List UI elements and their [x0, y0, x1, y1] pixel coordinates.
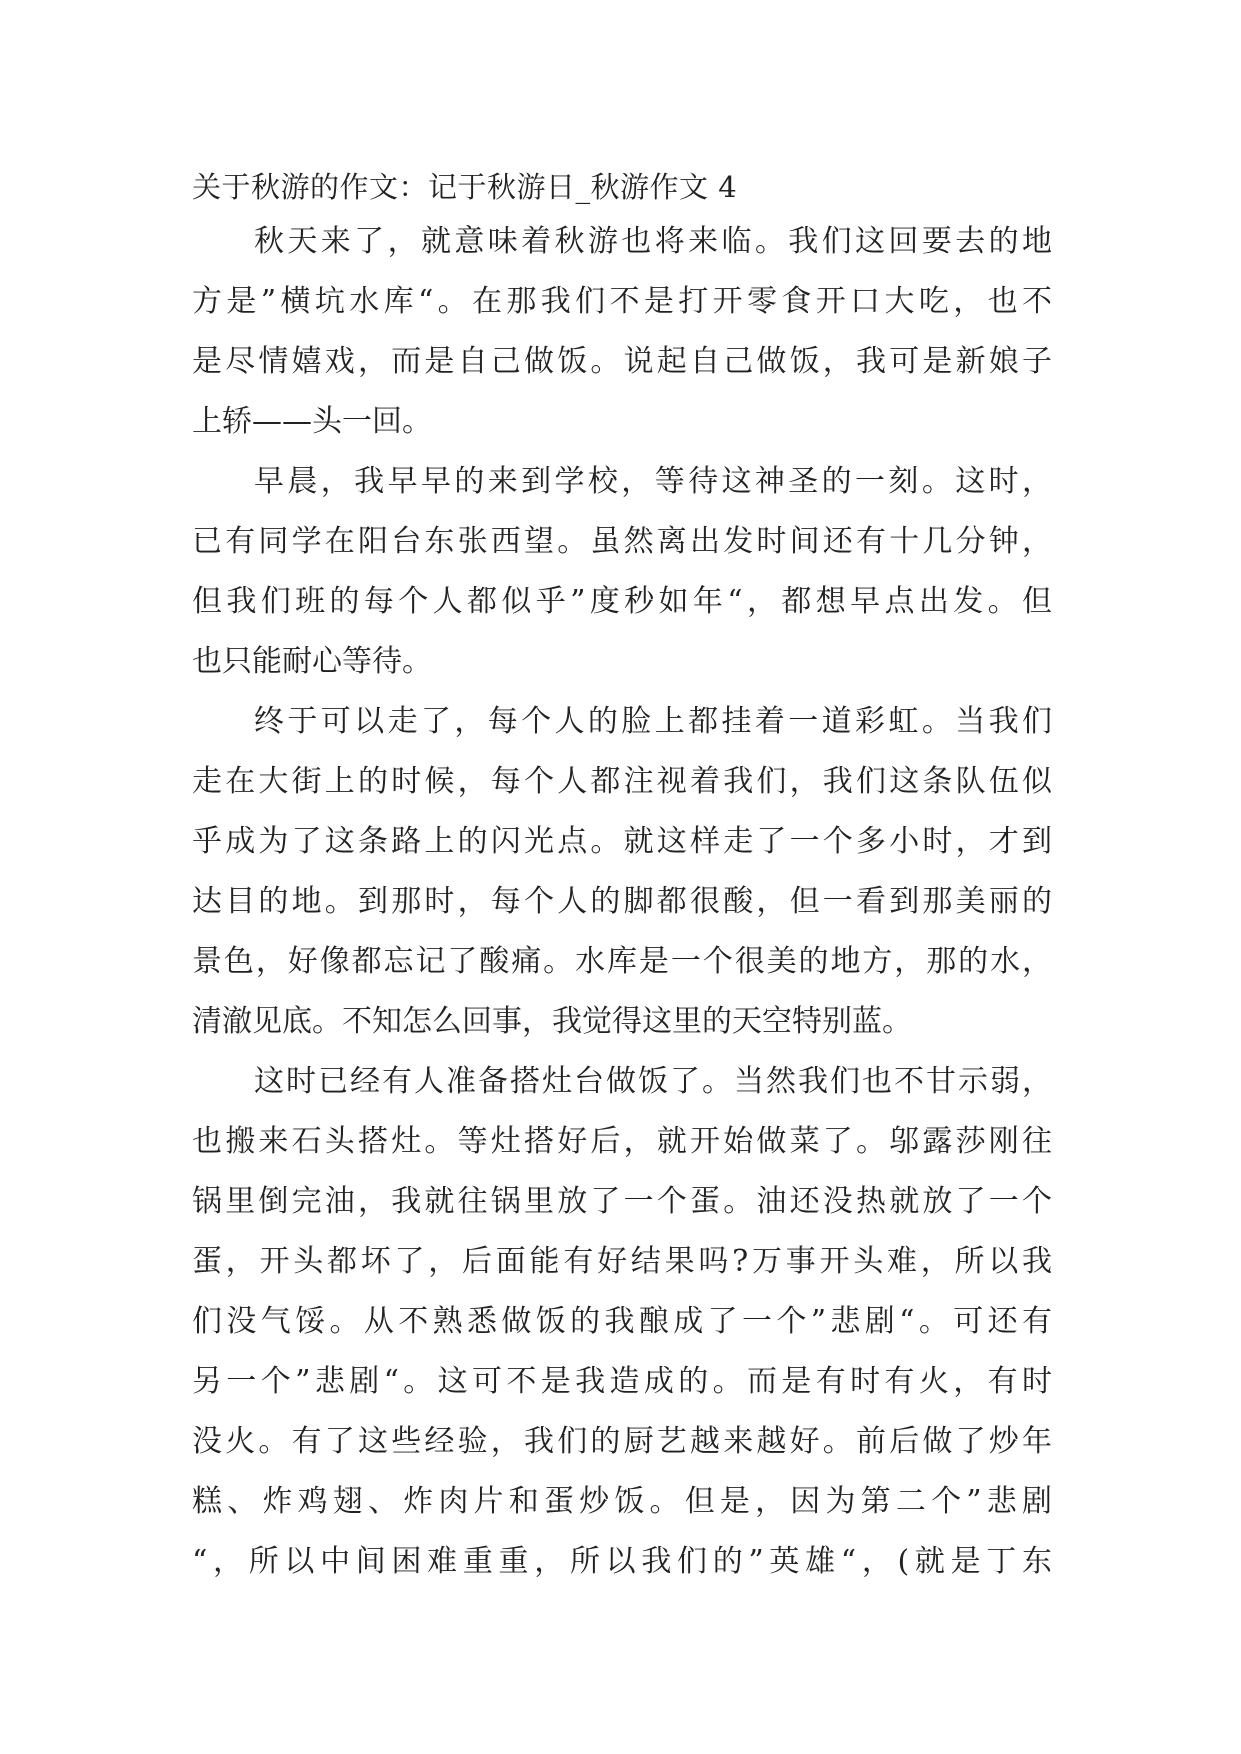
paragraph-list — [192, 212, 1052, 1592]
paragraph-line: 秋天来了，就意味着秋游也将来临。我们这回要去的地 — [254, 224, 1052, 259]
paragraph-line: 乎成为了这条路上的闪光点。就这样走了一个多小时，才到 — [192, 824, 1052, 859]
paragraph-line: 们没气馁。从不熟悉做饭的我酿成了一个”悲剧“。可还有 — [192, 1304, 1052, 1339]
paragraph-line: 终于可以走了，每个人的脸上都挂着一道彩虹。当我们 — [254, 704, 1052, 739]
paragraph-line: 达目的地。到那时，每个人的脚都很酸，但一看到那美丽的 — [192, 884, 1052, 919]
paragraph-line: 锅里倒完油，我就往锅里放了一个蛋。油还没热就放了一个 — [192, 1184, 1052, 1219]
paragraph-line: 早晨，我早早的来到学校，等待这神圣的一刻。这时， — [254, 464, 1052, 499]
paragraph-line: 是尽情嬉戏，而是自己做饭。说起自己做饭，我可是新娘子 — [192, 344, 1052, 379]
paragraph-line: 但我们班的每个人都似乎”度秒如年“，都想早点出发。但 — [192, 584, 1052, 619]
paragraph-line: 走在大街上的时候，每个人都注视着我们，我们这条队伍似 — [192, 764, 1052, 799]
paragraph-line: 蛋，开头都坏了，后面能有好结果吗?万事开头难，所以我 — [192, 1244, 1052, 1279]
paragraph-line: 也只能耐心等待。 — [192, 644, 432, 679]
paragraph-line: 上轿——头一回。 — [192, 404, 432, 439]
paragraph-line: 已有同学在阳台东张西望。虽然离出发时间还有十几分钟， — [192, 524, 1052, 559]
paragraph-line: 这时已经有人准备搭灶台做饭了。当然我们也不甘示弱， — [254, 1064, 1052, 1099]
paragraph — [192, 1052, 1052, 1592]
document-body — [192, 162, 1052, 1592]
paragraph — [192, 692, 1052, 1052]
document-title: 关于秋游的作文：记于秋游日_秋游作文 4 — [192, 170, 738, 204]
paragraph-line: 没火。有了这些经验，我们的厨艺越来越好。前后做了炒年 — [192, 1424, 1052, 1459]
paragraph-line: “，所以中间困难重重，所以我们的”英雄“，(就是丁东 — [192, 1544, 1052, 1579]
paragraph — [192, 452, 1052, 692]
paragraph-line: 糕、炸鸡翅、炸肉片和蛋炒饭。但是，因为第二个”悲剧 — [192, 1484, 1052, 1519]
paragraph-line: 也搬来石头搭灶。等灶搭好后，就开始做菜了。邬露莎刚往 — [192, 1124, 1052, 1159]
paragraph-line: 另一个”悲剧“。这可不是我造成的。而是有时有火，有时 — [192, 1364, 1052, 1399]
paragraph-line: 清澈见底。不知怎么回事，我觉得这里的天空特别蓝。 — [192, 1004, 912, 1039]
paragraph-line: 方是”横坑水库“。在那我们不是打开零食开口大吃，也不 — [192, 284, 1052, 319]
paragraph — [192, 212, 1052, 452]
paragraph-line: 景色，好像都忘记了酸痛。水库是一个很美的地方，那的水， — [192, 944, 1052, 979]
